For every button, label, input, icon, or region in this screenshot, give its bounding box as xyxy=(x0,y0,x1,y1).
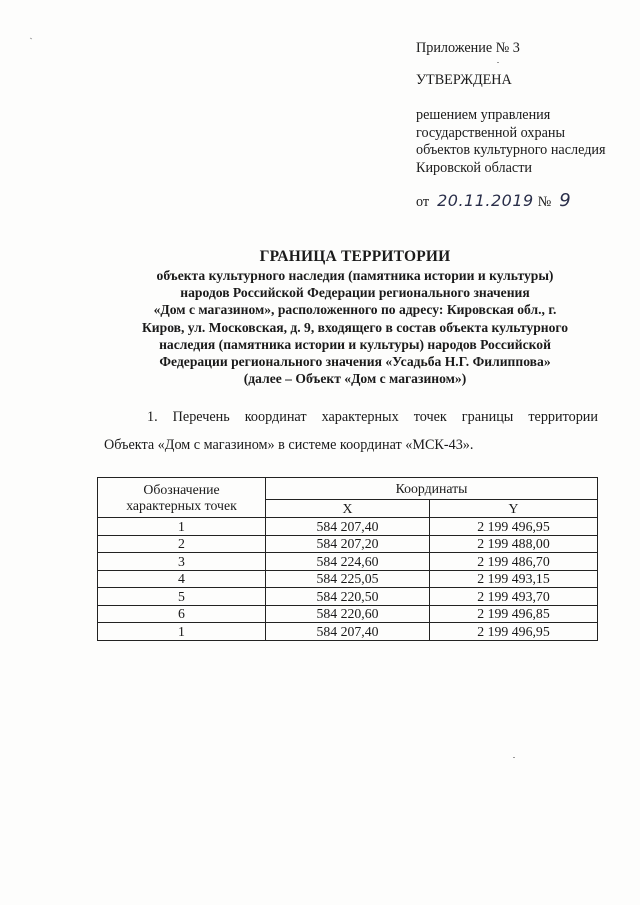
document-title: ГРАНИЦА ТЕРРИТОРИИ xyxy=(259,248,451,265)
table-row xyxy=(98,623,598,641)
coordinates-paragraph xyxy=(104,403,598,459)
x-cell: 584 207,20 xyxy=(266,535,430,553)
point-cell: 5 xyxy=(98,588,266,606)
subtitle-line: наследия (памятника истории и культуры) народов Российской xyxy=(159,336,551,352)
subtitle-line: Федерации регионального значения «Усадьба Н.Г. Филиппова» xyxy=(159,354,551,370)
handwritten-date: 20.11.2019 xyxy=(437,190,534,210)
subtitle-line: (далее – Объект «Дом с магазином») xyxy=(243,371,467,387)
document-title-block xyxy=(95,247,615,387)
scan-speck xyxy=(513,757,515,758)
subtitle-line: объекта культурного наследия (памятника истории и культуры) xyxy=(156,268,554,283)
point-cell: 6 xyxy=(98,605,266,623)
table-row xyxy=(98,535,598,553)
x-cell: 584 220,60 xyxy=(266,605,430,623)
date-prefix: от xyxy=(416,193,430,210)
approved-label: УТВЕРЖДЕНА xyxy=(416,71,512,88)
y-cell: 2 199 488,00 xyxy=(430,535,598,553)
y-cell: 2 199 496,95 xyxy=(430,518,598,536)
y-column-header: Y xyxy=(430,500,598,518)
coordinates-table xyxy=(97,477,598,641)
approval-date-line xyxy=(416,189,636,212)
decision-line: Кировской области xyxy=(416,159,532,176)
paragraph-line: Объекта «Дом с магазином» в системе координат «МСК-43». xyxy=(104,437,474,453)
point-cell: 3 xyxy=(98,553,266,571)
table-row xyxy=(98,588,598,606)
x-cell: 584 224,60 xyxy=(266,553,430,571)
appendix-label: Приложение № 3 xyxy=(416,40,520,56)
subtitle-line: народов Российской Федерации регионального значения xyxy=(180,285,530,301)
point-cell: 1 xyxy=(98,623,266,641)
x-column-header: X xyxy=(266,500,430,518)
decision-line: государственной охраны xyxy=(416,124,566,141)
table-header-row xyxy=(98,478,598,500)
approval-block xyxy=(416,40,636,211)
point-column-header xyxy=(98,478,266,518)
table-row xyxy=(98,570,598,588)
y-cell: 2 199 496,95 xyxy=(430,623,598,641)
paragraph-line: 1. Перечень координат характерных точек границы территории xyxy=(147,409,598,425)
point-cell: 4 xyxy=(98,570,266,588)
subtitle-line: Киров, ул. Московская, д. 9, входящего в состав объекта культурного xyxy=(141,319,569,335)
handwritten-number: 9 xyxy=(559,189,572,211)
table-row xyxy=(98,605,598,623)
subtitle-line: «Дом с магазином», расположенного по адресу: Кировская обл., г. xyxy=(153,302,557,318)
decision-line: объектов культурного наследия xyxy=(416,142,606,159)
point-cell: 1 xyxy=(98,518,266,536)
table-row xyxy=(98,518,598,536)
x-cell: 584 220,50 xyxy=(266,588,430,606)
coordinates-header: Координаты xyxy=(266,478,598,500)
table-row xyxy=(98,553,598,571)
document-subtitle xyxy=(95,267,615,387)
point-header-line: Обозначение xyxy=(143,481,220,497)
point-header-line: характерных точек xyxy=(126,497,237,513)
x-cell: 584 207,40 xyxy=(266,518,430,536)
x-cell: 584 207,40 xyxy=(266,623,430,641)
number-sign: № xyxy=(537,193,552,210)
point-cell: 2 xyxy=(98,535,266,553)
y-cell: 2 199 493,15 xyxy=(430,570,598,588)
decision-line: решением управления xyxy=(416,107,551,124)
scan-speck xyxy=(30,38,32,40)
y-cell: 2 199 496,85 xyxy=(430,605,598,623)
x-cell: 584 225,05 xyxy=(266,570,430,588)
y-cell: 2 199 493,70 xyxy=(430,588,598,606)
y-cell: 2 199 486,70 xyxy=(430,553,598,571)
